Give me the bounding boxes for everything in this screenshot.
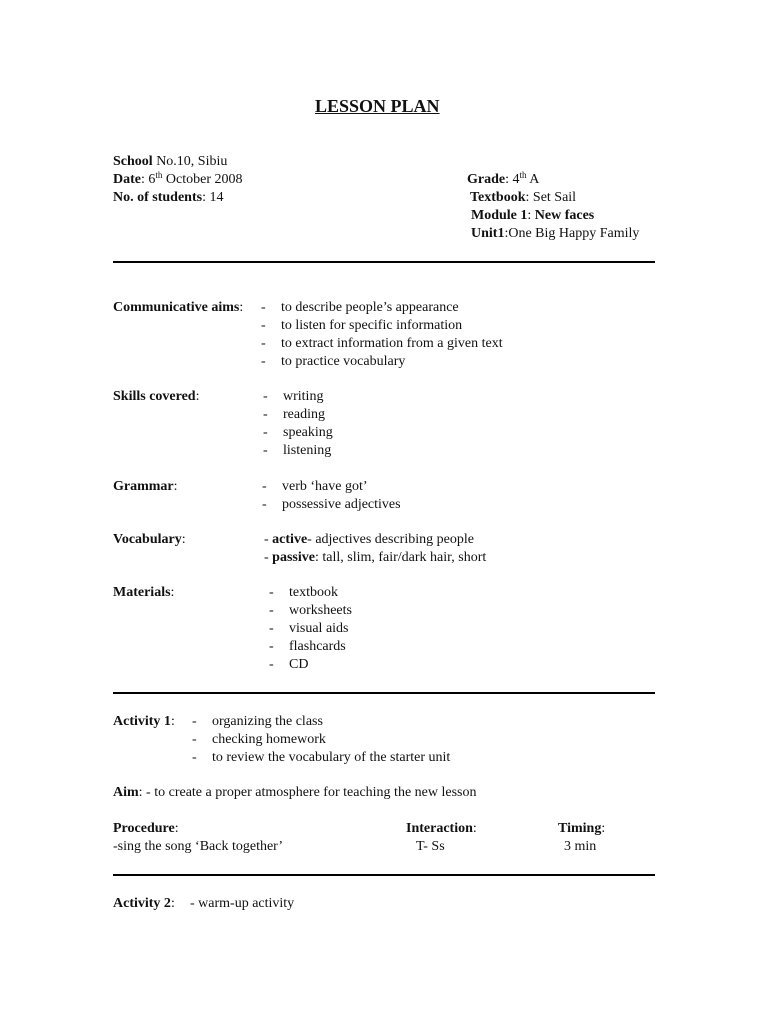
grade-line [467, 172, 539, 188]
school-value: No.10, Sibiu [152, 154, 228, 169]
vocabulary-label [113, 532, 186, 548]
materials-sep: : [170, 585, 175, 600]
bullet-dash: - [269, 621, 274, 636]
divider-3 [113, 874, 655, 876]
vocabulary-active [264, 532, 474, 548]
skills-sep: : [195, 389, 200, 404]
bullet-dash: - [269, 603, 274, 618]
materials-item [269, 603, 352, 619]
communicative-aims-item [261, 318, 462, 334]
bullet-dash: - [192, 714, 197, 729]
students-line [113, 190, 223, 206]
bullet-dash: - [263, 389, 268, 404]
activity1-text: organizing the class [212, 714, 323, 729]
aim-text: to extract information from a given text [281, 336, 503, 351]
materials-item [269, 639, 346, 655]
bullet-dash: - [269, 657, 274, 672]
material-text: flashcards [289, 639, 346, 654]
page-title: LESSON PLAN [315, 96, 440, 116]
activity2-sep: : [170, 896, 175, 911]
material-text: textbook [289, 585, 338, 600]
grade-rest: A [526, 172, 540, 187]
communicative-aims-item [261, 336, 503, 352]
date-rest: October 2008 [162, 172, 243, 187]
skills-item [263, 407, 325, 423]
school-label: School [113, 154, 153, 169]
textbook-label: Textbook [470, 190, 526, 205]
vocabulary-sep: : [181, 532, 186, 547]
students-label: No. of students [113, 190, 203, 205]
activity1-sep: : [170, 714, 175, 729]
date-line [113, 172, 243, 188]
module-value: New faces [534, 208, 595, 223]
unit-value: :One Big Happy Family [504, 226, 640, 241]
communicative-aims-item [261, 354, 405, 370]
module-sep: : [527, 208, 535, 223]
skills-item [263, 443, 331, 459]
aim-line [113, 785, 476, 801]
activity2-value: - warm-up activity [190, 896, 295, 911]
students-value: : 14 [202, 190, 224, 205]
unit-line [471, 226, 639, 242]
communicative-aims-item [261, 300, 459, 316]
unit-label: Unit1 [471, 226, 505, 241]
bullet-dash: - [269, 639, 274, 654]
bullet-dash: - [264, 550, 269, 565]
bullet-dash: - [261, 354, 266, 369]
grammar-text: verb ‘have got’ [282, 479, 368, 494]
aim-label: Aim [113, 785, 139, 800]
bullet-dash: - [263, 443, 268, 458]
bullet-dash: - [269, 585, 274, 600]
passive-label: passive [272, 550, 315, 565]
grammar-item [262, 497, 401, 513]
bullet-dash: - [261, 336, 266, 351]
active-label: active [272, 532, 308, 547]
grammar-text: possessive adjectives [282, 497, 401, 512]
activity1-label [113, 714, 175, 730]
timing-colon: : [601, 821, 606, 836]
skill-text: writing [283, 389, 324, 404]
divider-1 [113, 261, 655, 263]
textbook-value: : Set Sail [525, 190, 577, 205]
skill-text: reading [283, 407, 325, 422]
activity2-label [113, 896, 175, 912]
bullet-dash: - [262, 497, 267, 512]
grammar-item [262, 479, 368, 495]
vocabulary-passive [264, 550, 486, 566]
module-line [471, 208, 594, 224]
procedure-label: Procedure [113, 821, 175, 836]
grade-sup: th [519, 170, 527, 180]
vocabulary-title: Vocabulary [113, 532, 182, 547]
bullet-dash: - [192, 732, 197, 747]
activity2-title: Activity 2 [113, 896, 171, 911]
materials-item [269, 585, 338, 601]
bullet-dash: - [262, 479, 267, 494]
material-text: visual aids [289, 621, 349, 636]
date-label: Date [113, 172, 141, 187]
interaction-value: T- Ss [416, 839, 445, 854]
bullet-dash: - [263, 425, 268, 440]
procedure-colon: : [174, 821, 179, 836]
module-label: Module 1 [471, 208, 528, 223]
materials-item [269, 621, 349, 637]
aim-value: : - to create a proper atmosphere for teaching the new lesson [138, 785, 477, 800]
communicative-aims-title: Communicative aims [113, 300, 240, 315]
timing-label: Timing [558, 821, 602, 836]
grammar-title: Grammar [113, 479, 174, 494]
skills-title: Skills covered [113, 389, 196, 404]
grade-sep: : [505, 172, 513, 187]
skills-item [263, 389, 323, 405]
date-sep: : [141, 172, 149, 187]
bullet-dash: - [263, 407, 268, 422]
skills-item [263, 425, 333, 441]
materials-label [113, 585, 174, 601]
activity1-item [192, 732, 326, 748]
bullet-dash: - [261, 300, 266, 315]
divider-2 [113, 692, 655, 694]
grammar-label [113, 479, 178, 495]
skill-text: speaking [283, 425, 333, 440]
date-sup: th [155, 170, 163, 180]
activity1-item [192, 714, 323, 730]
activity1-text: checking homework [212, 732, 326, 747]
activity1-item [192, 750, 450, 766]
interaction-colon: : [472, 821, 477, 836]
textbook-line [470, 190, 576, 206]
communicative-aims-sep: : [239, 300, 244, 315]
procedure-header [113, 821, 179, 837]
passive-value: : tall, slim, fair/dark hair, short [314, 550, 487, 565]
bullet-dash: - [264, 532, 269, 547]
materials-title: Materials [113, 585, 171, 600]
grade-label: Grade [467, 172, 506, 187]
procedure-value: -sing the song ‘Back together’ [113, 839, 284, 854]
bullet-dash: - [261, 318, 266, 333]
activity1-text: to review the vocabulary of the starter unit [212, 750, 451, 765]
skills-label [113, 389, 199, 405]
school-line [113, 154, 227, 170]
interaction-header [406, 821, 477, 837]
material-text: worksheets [289, 603, 352, 618]
bullet-dash: - [192, 750, 197, 765]
materials-item [269, 657, 308, 673]
aim-text: to listen for specific information [281, 318, 463, 333]
aim-text: to practice vocabulary [281, 354, 406, 369]
activity1-title: Activity 1 [113, 714, 171, 729]
interaction-label: Interaction [406, 821, 473, 836]
date-day: 6 [148, 172, 156, 187]
grammar-sep: : [173, 479, 178, 494]
timing-header [558, 821, 605, 837]
material-text: CD [289, 657, 309, 672]
active-value: - adjectives describing people [307, 532, 474, 547]
communicative-aims-label [113, 300, 243, 316]
skill-text: listening [283, 443, 332, 458]
aim-text: to describe people’s appearance [281, 300, 459, 315]
grade-num: 4 [512, 172, 520, 187]
timing-value: 3 min [564, 839, 597, 854]
